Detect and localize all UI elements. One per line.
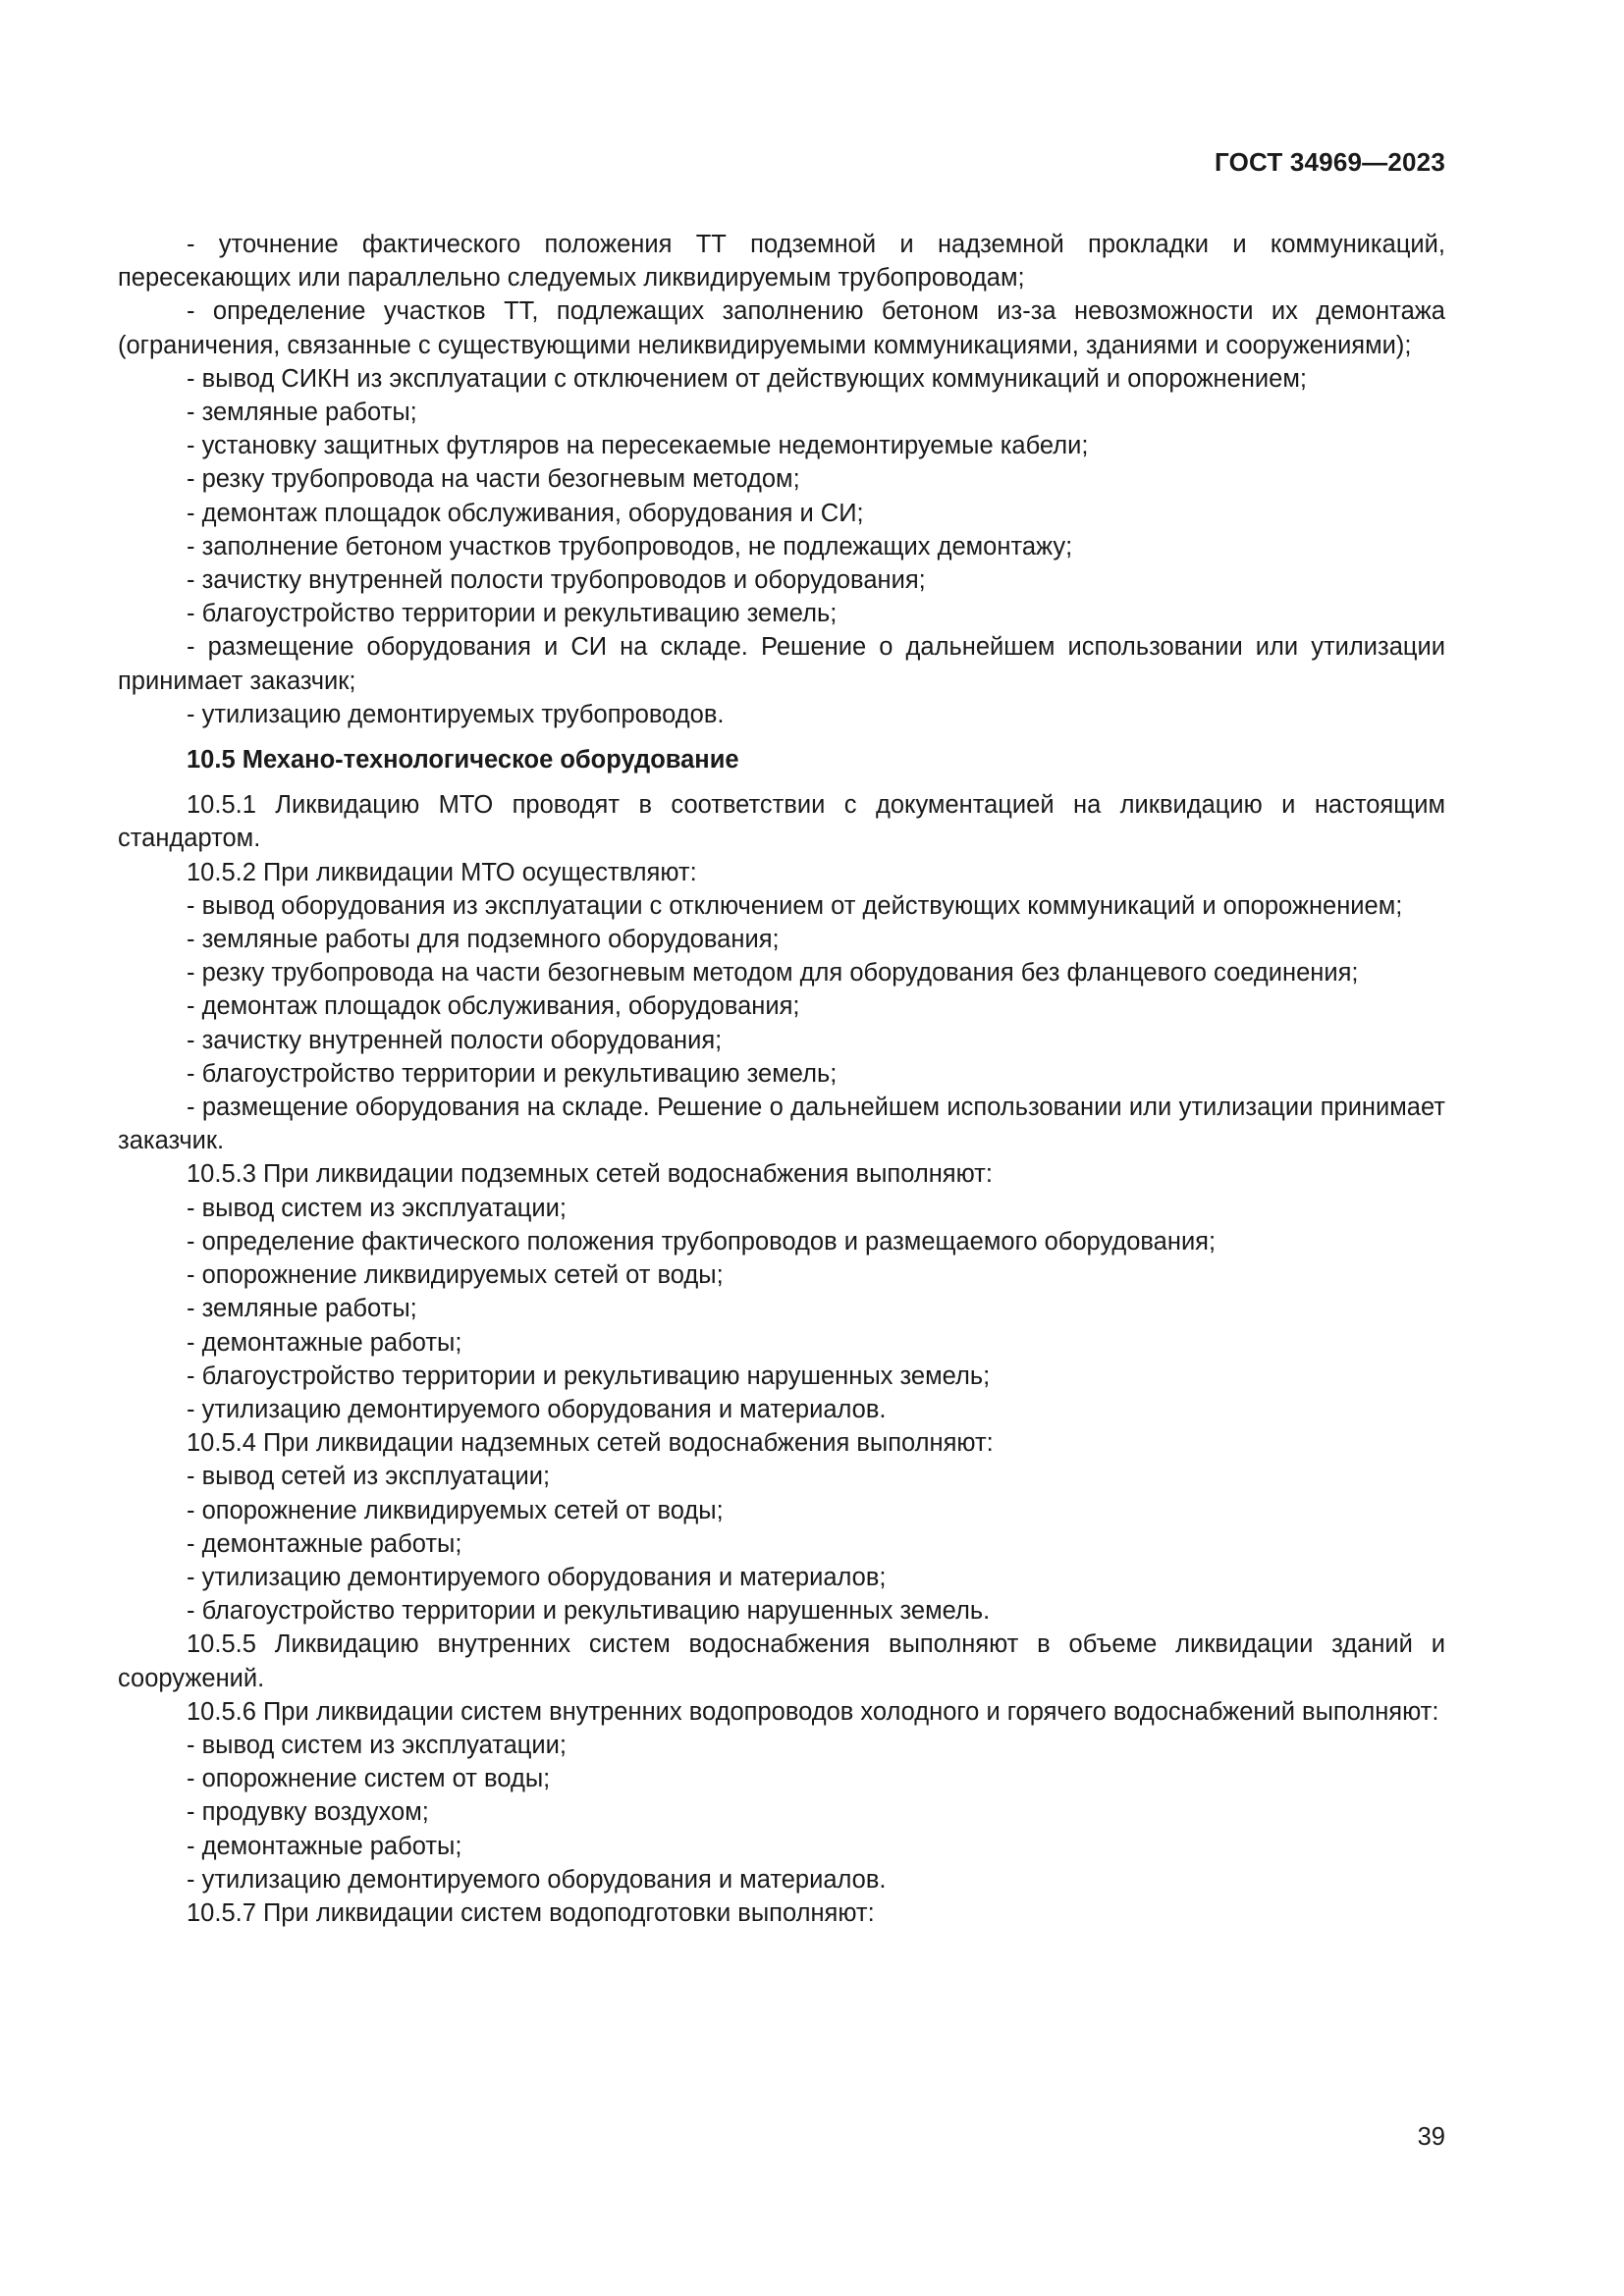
list-item: - демонтажные работы;: [187, 1529, 462, 1558]
list-item: - земляные работы;: [187, 1295, 417, 1323]
list-item: - вывод оборудования из эксплуатации с отключением от действующих коммуникаций и опорожнением;: [187, 891, 1403, 920]
list-item: - резку трубопровода на части безогневым методом для оборудования без фланцевого соединения;: [187, 959, 1359, 988]
list-item: - благоустройство территории и рекультивацию нарушенных земель.: [187, 1597, 991, 1626]
list-item: - благоустройство территории и рекультивацию земель;: [187, 1059, 838, 1088]
list-item: - утилизацию демонтируемого оборудования и материалов.: [187, 1865, 887, 1894]
page-number: 39: [1417, 2123, 1445, 2151]
list-item: - заполнение бетоном участков трубопроводов, не подлежащих демонтажу;: [187, 532, 1073, 561]
clause-paragraph: 10.5.4 При ликвидации надземных сетей водоснабжения выполняют:: [187, 1429, 994, 1458]
list-item: - размещение оборудования на складе. Решение о дальнейшем использовании или утилизации принимает заказчик.: [118, 1094, 1445, 1155]
clause-paragraph: 10.5.3 При ликвидации подземных сетей водоснабжения выполняют:: [187, 1160, 993, 1189]
document-page: [118, 0, 1445, 2296]
list-item: - опорожнение ликвидируемых сетей от воды;: [187, 1496, 724, 1524]
list-item: - демонтаж площадок обслуживания, оборудования и СИ;: [187, 499, 864, 527]
list-item: - земляные работы;: [187, 399, 417, 427]
list-item: - демонтажные работы;: [187, 1328, 462, 1357]
list-item: - утилизацию демонтируемого оборудования и материалов.: [187, 1395, 887, 1423]
list-item: - вывод систем из эксплуатации;: [187, 1731, 567, 1759]
list-item: - зачистку внутренней полости оборудования;: [187, 1026, 723, 1054]
document-body: [118, 228, 1445, 1930]
list-item: - благоустройство территории и рекультивацию нарушенных земель;: [187, 1362, 991, 1390]
clause-paragraph: 10.5.1 Ликвидацию МТО проводят в соответствии с документацией на ликвидацию и настоящим стандартом.: [118, 791, 1445, 853]
list-item: - определение участков ТТ, подлежащих заполнению бетоном из-за невозможности их демонтажа (ограничения, связанные с существующими неликвидируемыми коммуникациями, зданиями и сооружениями);: [118, 297, 1445, 359]
list-item: - размещение оборудования и СИ на складе. Решение о дальнейшем использовании или утилизации принимает заказчик;: [118, 633, 1445, 695]
list-item: - демонтажные работы;: [187, 1832, 462, 1860]
list-item: - опорожнение ликвидируемых сетей от воды;: [187, 1261, 724, 1290]
list-item: - резку трубопровода на части безогневым методом;: [187, 465, 800, 494]
list-item: - зачистку внутренней полости трубопроводов и оборудования;: [187, 566, 926, 595]
document-code-header: ГОСТ 34969—2023: [1215, 147, 1445, 177]
list-item: - опорожнение систем от воды;: [187, 1765, 551, 1793]
list-item: - установку защитных футляров на пересекаемые недемонтируемые кабели;: [187, 432, 1089, 460]
list-item: - вывод систем из эксплуатации;: [187, 1194, 567, 1222]
list-item: - вывод сетей из эксплуатации;: [187, 1463, 551, 1491]
list-item: - продувку воздухом;: [187, 1798, 429, 1827]
list-item: - утилизацию демонтируемых трубопроводов.: [187, 700, 725, 728]
list-item: - демонтаж площадок обслуживания, оборудования;: [187, 992, 800, 1021]
clause-paragraph: 10.5.2 При ликвидации МТО осуществляют:: [187, 858, 697, 886]
list-item: - земляные работы для подземного оборудования;: [187, 926, 780, 954]
clause-paragraph: 10.5.5 Ликвидацию внутренних систем водоснабжения выполняют в объеме ликвидации зданий и сооружений.: [118, 1630, 1445, 1692]
list-item: - определение фактического положения трубопроводов и размещаемого оборудования;: [187, 1227, 1217, 1255]
list-item: - уточнение фактического положения ТТ подземной и надземной прокладки и коммуникаций, пересекающих или параллельно следуемых ликвидируемым трубопроводам;: [118, 231, 1445, 293]
section-heading: 10.5 Механо-технологическое оборудование: [187, 746, 739, 774]
clause-paragraph: 10.5.7 При ликвидации систем водоподготовки выполняют:: [187, 1898, 875, 1927]
list-item: - вывод СИКН из эксплуатации с отключением от действующих коммуникаций и опорожнением;: [187, 364, 1307, 393]
clause-paragraph: 10.5.6 При ликвидации систем внутренних водопроводов холодного и горячего водоснабжений выполняют:: [187, 1697, 1439, 1726]
list-item: - благоустройство территории и рекультивацию земель;: [187, 600, 838, 628]
list-item: - утилизацию демонтируемого оборудования и материалов;: [187, 1563, 887, 1591]
